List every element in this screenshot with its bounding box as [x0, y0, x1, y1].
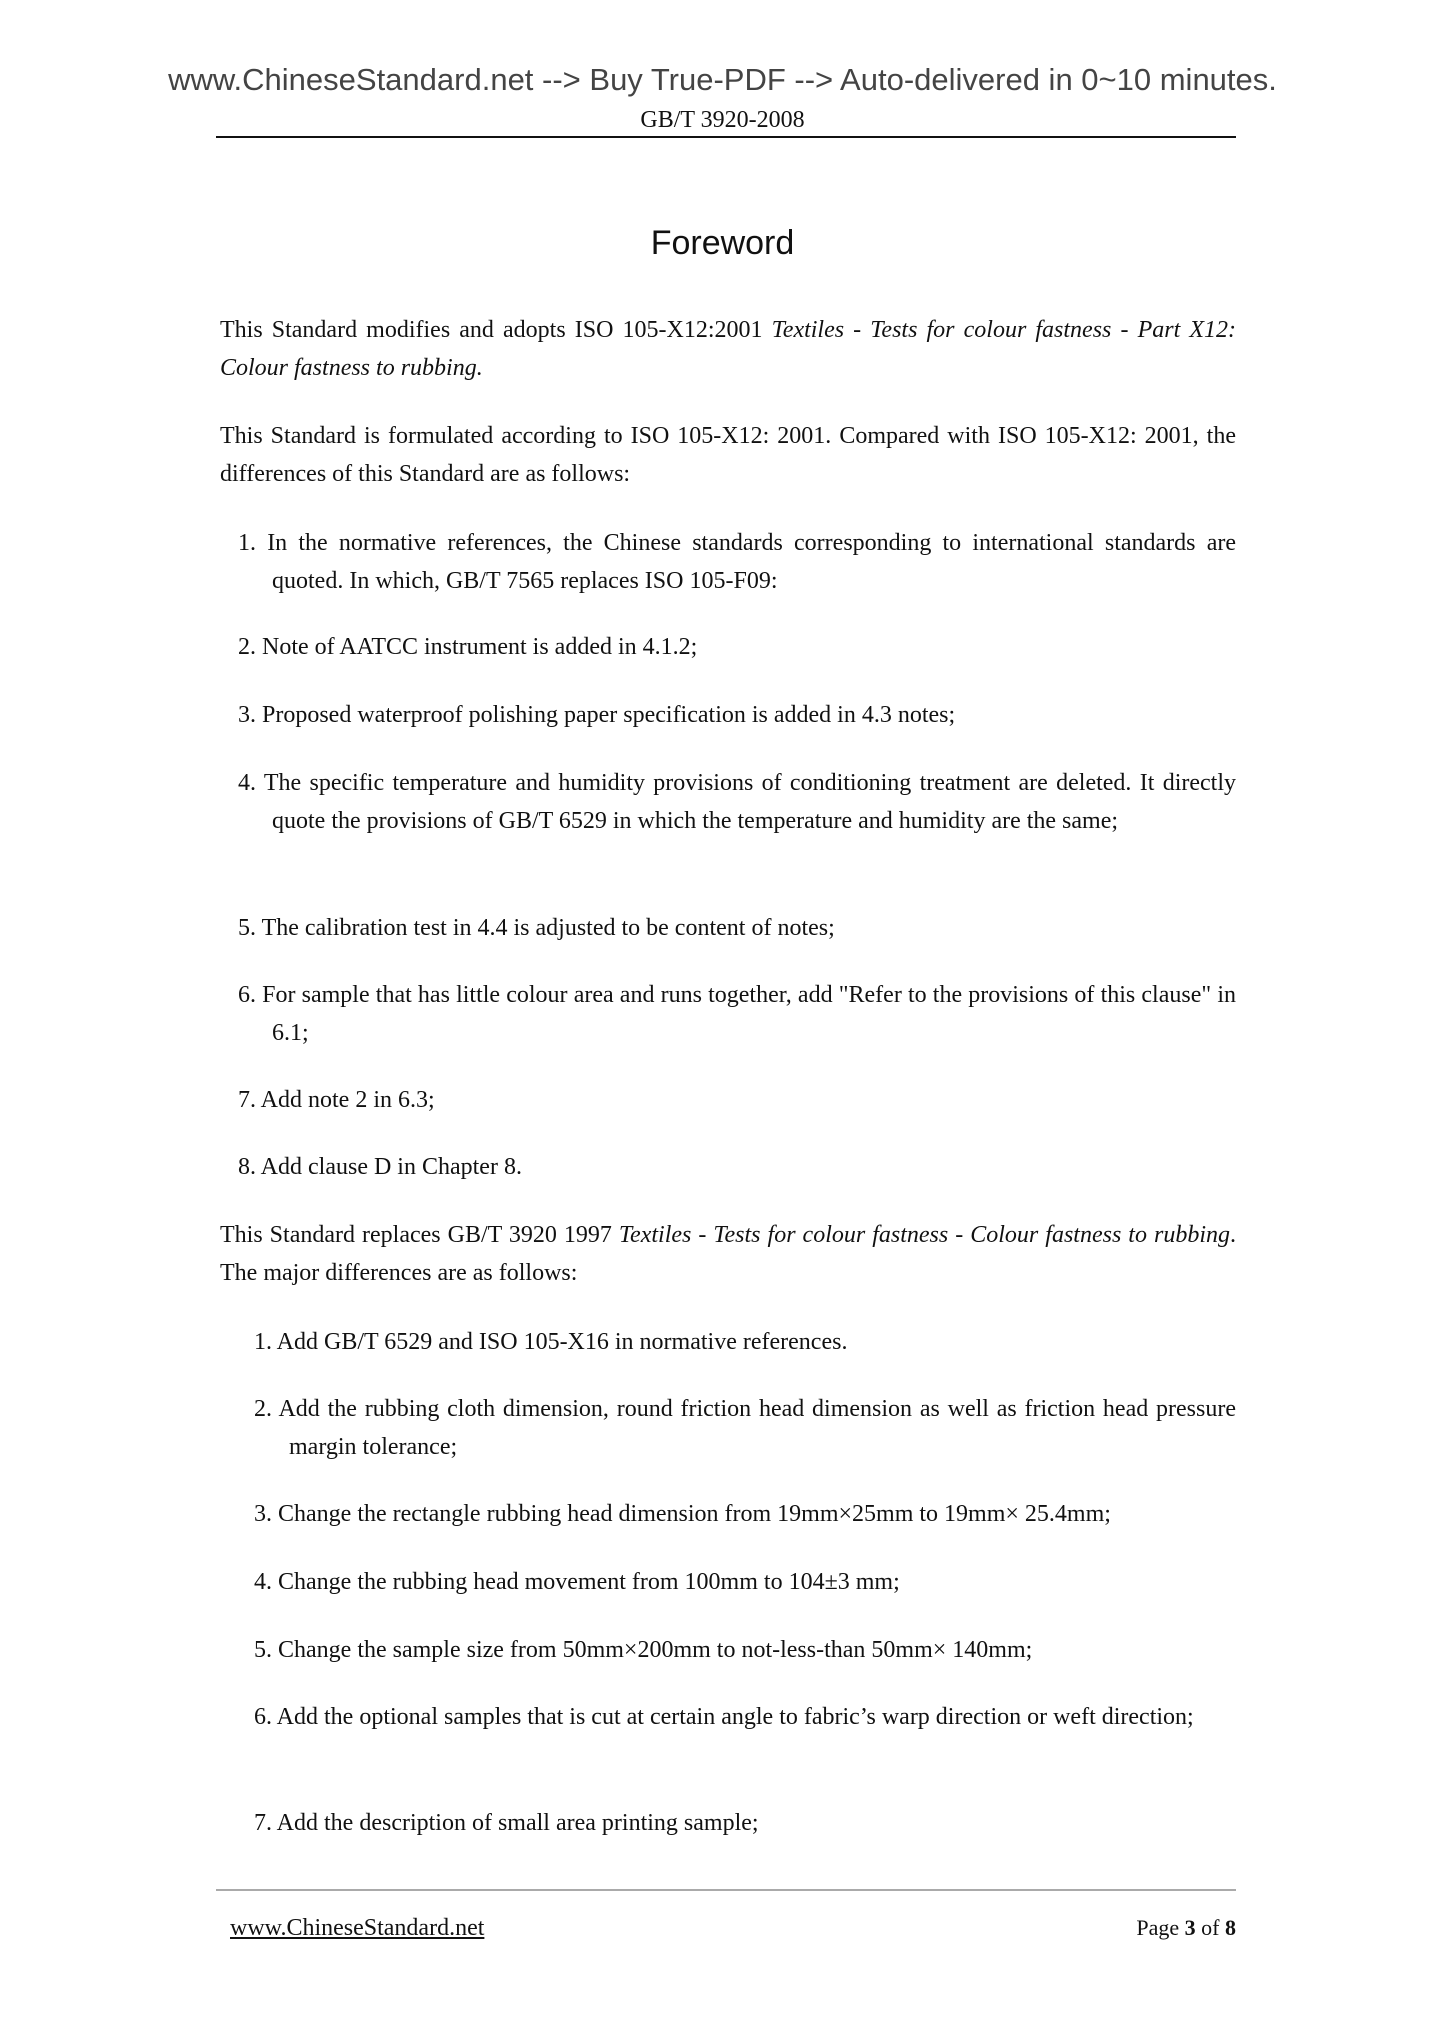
standard-title: Textiles - Tests for colour fastness - Part X12: Colour fastness to rubbing.	[220, 317, 1236, 381]
page-title: Foreword	[650, 224, 795, 262]
footer-site-link[interactable]: www.ChineseStandard.net	[230, 1915, 485, 1941]
header-divider	[216, 136, 1236, 138]
list-item: 4. Change the rubbing head movement from 100mm to 104±3 mm;	[254, 1569, 900, 1595]
list-item: 1. In the normative references, the Chinese standards corresponding to international standards are quoted. In which, GB/T 7565 replaces ISO 105-F09:	[238, 530, 1236, 594]
paragraph-differences: This Standard is formulated according to ISO 105-X12: 2001. Compared with ISO 105-X12: 2001, the differences of this Standard are as follows:	[220, 423, 1236, 487]
list-item: 3. Change the rectangle rubbing head dimension from 19mm×25mm to 19mm× 25.4mm;	[254, 1501, 1111, 1527]
list-item: 6. For sample that has little colour area and runs together, add "Refer to the provisions of this clause" in 6.1;	[238, 982, 1236, 1046]
list-item: 8. Add clause D in Chapter 8.	[238, 1154, 522, 1180]
list-item: 3. Proposed waterproof polishing paper specification is added in 4.3 notes;	[238, 702, 956, 728]
footer-divider	[216, 1889, 1236, 1891]
page-current: 3	[1184, 1915, 1196, 1940]
list-item: 6. Add the optional samples that is cut at certain angle to fabric’s warp direction or weft direction;	[254, 1704, 1194, 1730]
paragraph-text: . The major differences are as follows:	[220, 1222, 1236, 1286]
page-number	[1136, 1914, 1236, 1942]
document-id: GB/T 3920-2008	[640, 107, 805, 133]
page-total: 8	[1225, 1915, 1236, 1940]
list-item: 2. Note of AATCC instrument is added in 4.1.2;	[238, 634, 698, 660]
list-item: 5. Change the sample size from 50mm×200mm to not-less-than 50mm× 140mm;	[254, 1637, 1033, 1663]
site-banner: www.ChineseStandard.net --> Buy True-PDF --> Auto-delivered in 0~10 minutes.	[168, 62, 1277, 97]
standard-title: Textiles - Tests for colour fastness - Colour fastness to rubbing	[618, 1222, 1230, 1248]
page-prefix: Page	[1136, 1915, 1185, 1940]
paragraph-adoption	[220, 311, 1236, 387]
list-item: 1. Add GB/T 6529 and ISO 105-X16 in normative references.	[254, 1329, 848, 1355]
paragraph-text: This Standard replaces GB/T 3920 1997	[220, 1222, 619, 1248]
page-of: of	[1195, 1915, 1225, 1940]
list-item: 2. Add the rubbing cloth dimension, round friction head dimension as well as friction head pressure margin tolerance;	[254, 1396, 1236, 1460]
list-item: 4. The specific temperature and humidity provisions of conditioning treatment are deleted. It directly quote the provisions of GB/T 6529 in which the temperature and humidity are the same;	[238, 770, 1236, 834]
list-item: 7. Add the description of small area printing sample;	[254, 1810, 759, 1836]
paragraph-text: This Standard modifies and adopts ISO 105-X12:2001	[220, 317, 772, 343]
list-item: 7. Add note 2 in 6.3;	[238, 1087, 435, 1113]
list-item: 5. The calibration test in 4.4 is adjusted to be content of notes;	[238, 915, 835, 941]
paragraph-replaces	[220, 1216, 1236, 1292]
